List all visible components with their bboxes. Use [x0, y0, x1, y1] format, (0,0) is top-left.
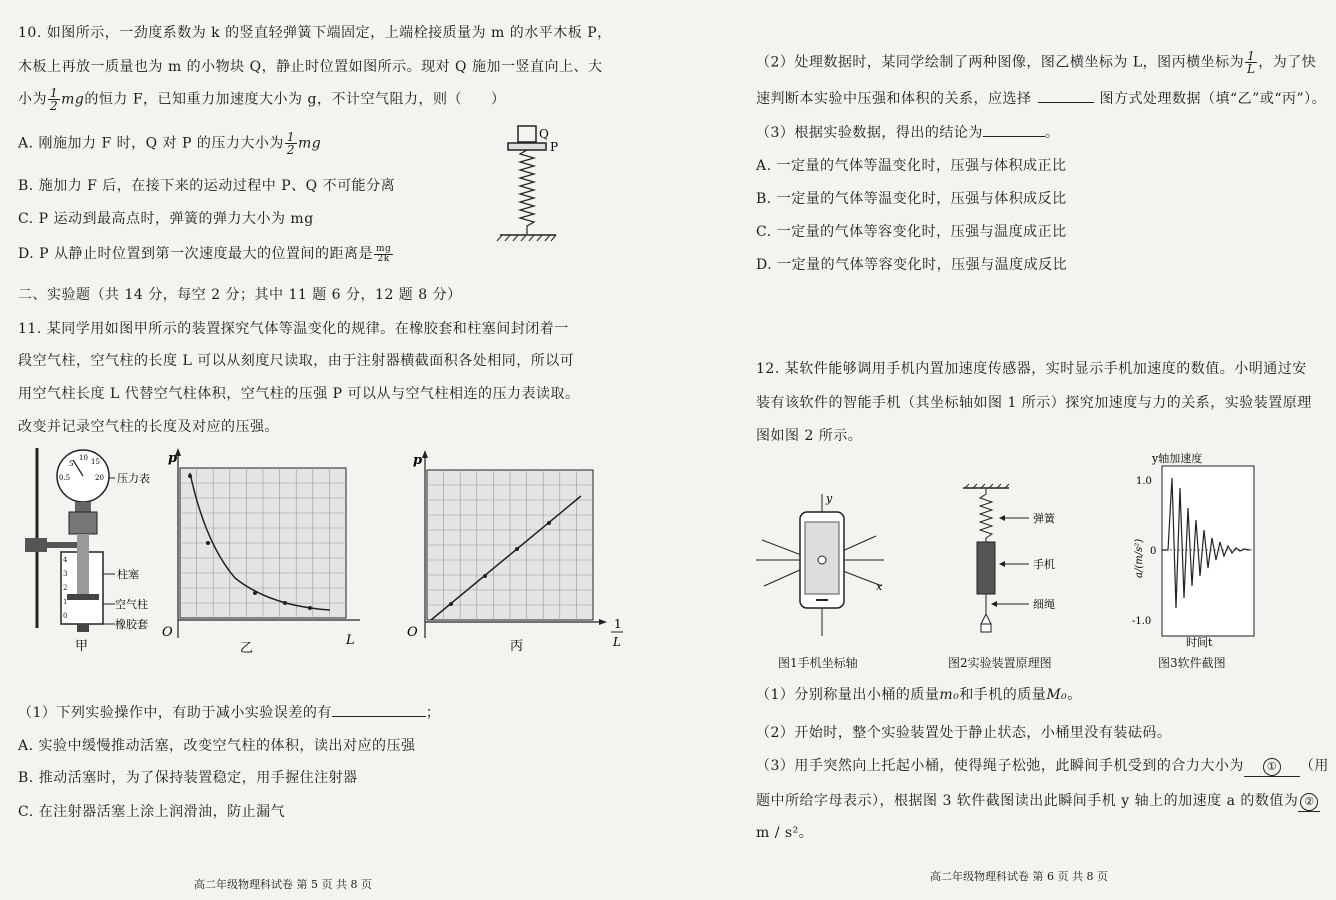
q11-sub2: [756, 50, 1316, 75]
q10-line3-pre: 小为: [18, 91, 47, 108]
label-rubber: 橡胶套: [115, 618, 148, 631]
symbol-m0: m₀: [939, 687, 960, 703]
y-axis-arrow: [422, 450, 428, 458]
axis-p-label: p: [168, 451, 178, 466]
svg-text:2: 2: [63, 584, 68, 592]
q11-option-b: B. 推动活塞时，为了保持装置稳定，用手握住注射器: [18, 770, 358, 786]
q10-option-b: B. 施加力 F 后，在接下来的运动过程中 P、Q 不可能分离: [18, 178, 396, 194]
gauge-stem: [75, 502, 91, 512]
fig-bing-label: 丙: [510, 639, 524, 654]
data-point: [206, 541, 210, 545]
q11-option-c: C. 在注射器活塞上涂上润滑油，防止漏气: [18, 804, 286, 820]
q11-sub2-fraction: [1245, 50, 1257, 75]
arrow-spring-head: [999, 515, 1005, 521]
q12-sub3-post: （用: [1299, 758, 1329, 774]
q12-sub3-line2-text: 题中所给字母表示），根据图 3 软件截图读出此瞬间手机 y 轴上的加速度 a 的数值为: [756, 793, 1299, 809]
data-point: [253, 591, 257, 595]
plunger-head: [67, 594, 99, 600]
frac-num: mg: [376, 243, 392, 254]
data-point: [449, 602, 453, 606]
frac-tail: mg: [61, 91, 85, 108]
frac-den: 2: [50, 99, 59, 113]
frac-num: 1: [50, 86, 59, 100]
fig2-caption: 图2实验装置原理图: [948, 656, 1052, 670]
fig3-ylabel: a/(m/s²): [1134, 538, 1145, 578]
symbol-M0: M₀: [1046, 687, 1068, 703]
q12-line3: 图如图 2 所示。: [756, 428, 863, 444]
answer-blank[interactable]: [1038, 102, 1094, 103]
svg-text:0: 0: [63, 612, 68, 620]
q11-option-a: A. 实验中缓慢推动活塞，改变空气柱的体积，读出对应的压强: [18, 738, 416, 754]
axis-inv-den: L: [613, 635, 621, 649]
label-aircol: 空气柱: [115, 598, 148, 611]
section2-heading: 二、实验题（共 14 分，每空 2 分；其中 11 题 6 分，12 题 8 分）: [18, 287, 462, 303]
answer-blank[interactable]: [332, 716, 426, 717]
q10-option-a: [18, 131, 321, 156]
q10-option-d-text: D. P 从静止时位置到第一次速度最大的位置间的距离是: [18, 246, 373, 262]
q11-sub3: [756, 122, 1059, 142]
label-plunger: 柱塞: [117, 568, 139, 581]
blank-marker-1: ①: [1263, 758, 1281, 776]
spring-coil: [980, 488, 992, 542]
fig-yi-label: 乙: [240, 641, 254, 656]
page-footer: 高二年级物理科试卷 第 6 页 共 8 页: [930, 870, 1108, 883]
fig3-bot-tick: -1.0: [1132, 616, 1152, 627]
svg-text:3: 3: [63, 570, 68, 578]
arrow-rope-head: [991, 601, 997, 607]
gauge-mark: 0.5: [59, 474, 71, 482]
answer-blank-1[interactable]: [1244, 758, 1300, 777]
frac-num: 1: [286, 130, 296, 144]
gauge-mark: 20: [95, 474, 104, 482]
axis-inv-num: 1: [614, 617, 622, 631]
fig3-top-tick: 1.0: [1136, 476, 1152, 487]
axis-origin-label: O: [162, 625, 173, 640]
q12-sub3-text: （3）用手突然向上托起小桶，使得绳子松弛，此瞬间手机受到的合力大小为: [756, 758, 1244, 774]
fig2-phone-label: 手机: [1033, 558, 1055, 571]
fig1-caption: 图1手机坐标轴: [778, 656, 858, 670]
rubber-cap: [77, 624, 89, 632]
q11-sub3-text: （3）根据实验数据，得出的结论为: [756, 125, 983, 141]
plunger-cap: [69, 512, 97, 534]
spring-figure: [490, 122, 570, 244]
origin-dot: [818, 556, 826, 564]
fig3-screenshot: [1128, 448, 1268, 648]
q12-sub1-text: （1）分别称量出小桶的质量: [756, 687, 940, 703]
q11-cont-option-b: B. 一定量的气体等温变化时，压强与体积成反比: [756, 191, 1067, 207]
answer-blank-2[interactable]: [1298, 793, 1320, 812]
q11-sub2-text: （2）处理数据时，某同学绘制了两种图像，图乙横坐标为 L，图丙横坐标为: [756, 54, 1245, 71]
svg-text:1: 1: [63, 598, 68, 606]
q11-sub2-line2-post: 图方式处理数据（填“乙”或“丙”）。: [1099, 91, 1327, 107]
q10-option-c: C. P 运动到最高点时，弹簧的弹力大小为 mg: [18, 211, 314, 227]
svg-text:4: 4: [63, 556, 68, 564]
q11-line2: 段空气柱，空气柱的长度 L 可以从刻度尺读取，由于注射器横截面积各处相同，所以可: [18, 353, 575, 369]
label-p: P: [550, 140, 559, 154]
frac-tail: mg: [298, 135, 322, 152]
q12-sub1-end: 。: [1067, 687, 1082, 703]
data-point: [283, 601, 287, 605]
q10-option-a-fraction: [285, 131, 297, 156]
q11-line4: 改变并记录空气柱的长度及对应的压强。: [18, 419, 279, 435]
q10-option-a-text: A. 刚施加力 F 时，Q 对 P 的压力大小为: [18, 135, 284, 152]
answer-blank[interactable]: [983, 136, 1045, 137]
phone-block: [977, 542, 995, 594]
ground-hatch: [497, 235, 556, 241]
fig3-zero-tick: 0: [1150, 546, 1157, 557]
q11-sub3-end: 。: [1044, 125, 1060, 141]
q11-line1: 11. 某同学用如图甲所示的装置探究气体等温变化的规律。在橡胶套和柱塞间封闭着一: [18, 321, 569, 337]
fig2-rope-label: 细绳: [1033, 598, 1055, 611]
q11-line3: 用空气柱长度 L 代替空气柱体积，空气柱的压强 P 可以从与空气柱相连的压力表读取。: [18, 386, 580, 402]
fig3-caption: 图3软件截图: [1158, 656, 1226, 670]
fig3-xlabel: 时间t: [1186, 636, 1213, 649]
bucket-top: [981, 614, 991, 624]
label-gauge: 压力表: [117, 472, 150, 485]
apparatus-figure: [15, 448, 165, 658]
q11-cont-option-a: A. 一定量的气体等温变化时，压强与体积成正比: [756, 158, 1067, 174]
bucket: [981, 624, 991, 632]
label-q: Q: [539, 127, 549, 141]
x-axis-arrow: [599, 619, 607, 625]
data-point: [483, 574, 487, 578]
fig-jia-label: 甲: [75, 639, 89, 654]
axis-p-label: p: [413, 453, 423, 468]
q10-line1: 10. 如图所示，一劲度系数为 k 的竖直轻弹簧下端固定，上端栓接质量为 m 的水平木板 P，: [18, 25, 612, 41]
q11-sub1-end: ；: [425, 705, 441, 721]
data-point: [188, 474, 192, 478]
q11-sub2-post: ，为了快: [1258, 54, 1317, 71]
graph-bing: [405, 448, 630, 658]
blank-marker-2: ②: [1300, 793, 1318, 811]
q12-line2: 装有该软件的智能手机（其坐标轴如图 1 所示）探究加速度与力的关系，实验装置原理: [756, 395, 1312, 411]
fig1-y-label: y: [826, 492, 833, 505]
axis-l-label: L: [346, 633, 355, 648]
block-q: [518, 126, 536, 142]
right-page: [668, 0, 1336, 900]
arrow-phone-head: [999, 561, 1005, 567]
q12-sub1: [756, 684, 1082, 704]
q11-sub1-text: （1）下列实验操作中，有助于减小实验误差的有: [18, 705, 332, 721]
data-point: [308, 606, 312, 610]
fig1-x-label: x: [876, 580, 883, 593]
q10-option-d-fraction: [374, 245, 393, 264]
q12-unit: m / s²。: [756, 825, 814, 841]
fig2-apparatus: [953, 484, 1083, 644]
q12-sub3-line2: [756, 790, 1320, 812]
axis-origin-label: O: [407, 625, 418, 640]
spring-coil: [520, 150, 534, 234]
q12-sub2: （2）开始时，整个实验装置处于静止状态，小桶里没有装砝码。: [756, 725, 1172, 741]
data-point: [547, 521, 551, 525]
gauge-mark: 10: [79, 454, 88, 462]
fig1-phone-axes: [756, 490, 896, 640]
q11-cont-option-d: D. 一定量的气体等容变化时，压强与温度成反比: [756, 257, 1068, 273]
frac-den: 2k: [377, 253, 390, 264]
q12-sub3: [756, 755, 1329, 777]
q12-sub1-mid: 和手机的质量: [959, 687, 1047, 703]
q11-sub1: [18, 702, 440, 722]
frac-num: 1: [1247, 49, 1256, 63]
frac-den: L: [1246, 62, 1256, 76]
gauge-mark: 15: [91, 458, 100, 466]
page-footer: 高二年级物理科试卷 第 5 页 共 8 页: [194, 878, 372, 891]
fig3-title: y轴加速度: [1152, 452, 1203, 465]
frac-den: 2: [286, 143, 296, 157]
q10-line3-post: 的恒力 F，已知重力加速度大小为 g，不计空气阻力，则（ ）: [84, 91, 506, 108]
board-p: [508, 143, 546, 150]
q11-sub2-line2: [756, 88, 1326, 108]
q12-line1: 12. 某软件能够调用手机内置加速度传感器，实时显示手机加速度的数值。小明通过安: [756, 361, 1307, 377]
q10-line2: 木板上再放一质量也为 m 的小物块 Q，静止时位置如图所示。现对 Q 施加一竖直向上、大: [18, 59, 603, 75]
clamp-arm: [47, 542, 77, 548]
graph-yi: [160, 448, 360, 658]
q11-sub2-line2-text: 速判断本实验中压强和体积的关系，应选择: [756, 91, 1032, 107]
q10-option-d: [18, 243, 394, 264]
q10-force-fraction: [48, 87, 60, 112]
data-point: [515, 547, 519, 551]
plunger-rod: [77, 534, 89, 594]
q11-cont-option-c: C. 一定量的气体等容变化时，压强与温度成正比: [756, 224, 1067, 240]
gauge-mark: 5: [69, 460, 74, 468]
fig2-spring-label: 弹簧: [1033, 512, 1055, 525]
stand-clamp: [25, 538, 47, 552]
q10-line3: [18, 87, 505, 112]
